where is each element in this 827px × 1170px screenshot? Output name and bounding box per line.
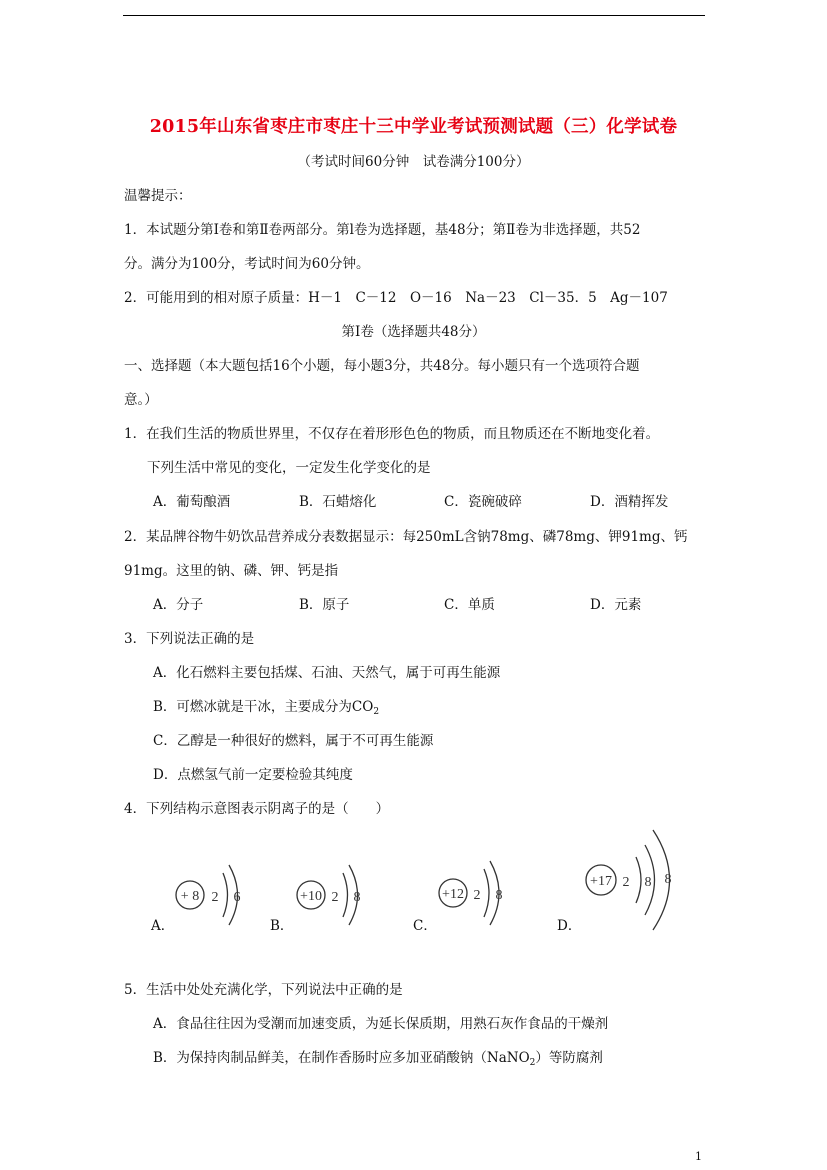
notice-heading: 温馨提示： [124,188,192,204]
q4-option-b: B． [270,918,294,934]
top-rule [123,15,705,16]
notice-item1-line1: 1．本试题分第Ⅰ卷和第Ⅱ卷两部分。第l卷为选择题，基48分；第Ⅱ卷为非选择题，共52 [124,222,641,238]
exam-title: 2015年山东省枣庄市枣庄十三中学业考试预测试题（三）化学试卷 [149,117,678,137]
notice-item2: 2．可能用到的相对原子质量：H－1 C－12 O－16 Na－23 Cl－35．5 Ag－107 [124,290,668,306]
diagram-d-shell3-count: 8 [664,872,672,887]
q2-option-d: D．元素 [590,597,642,613]
diagram-c-shell1-count: 2 [473,888,481,903]
q1-option-c: C．瓷碗破碎 [444,494,522,510]
diagram-c-shell2-count: 8 [495,888,503,903]
diagram-d-shell2-count: 8 [644,875,652,890]
q5-option-a: A．食品往往因为受潮而加速变质，为延长保质期，用熟石灰作食品的干燥剂 [153,1016,609,1032]
q4-option-c: C． [413,918,437,934]
diagram-c-shell-1 [484,869,489,917]
q1-option-d: D．酒精挥发 [590,494,669,510]
section1-instruction-line2: 意。） [124,392,158,408]
diagram-b-shell2-count: 8 [353,890,361,905]
q2-option-c: C．单质 [444,597,495,613]
diagram-a-shell2-count: 6 [233,890,241,905]
q3-option-c: C．乙醇是一种很好的燃料，属于不可再生能源 [153,733,434,749]
q1-option-a: A．葡萄酿酒 [153,494,231,510]
q4-option-d: D． [557,918,582,934]
q4-stem: 4．下列结构示意图表示阴离子的是（ ） [124,801,390,817]
diagram-a-shell-1 [223,873,228,917]
page-number: 1 [695,1150,702,1163]
diagram-d-shell-1 [636,857,641,903]
q2-option-b: B．原子 [299,597,350,613]
q3-option-a: A．化石燃料主要包括煤、石油、天然气，属于可再生能源 [153,665,501,681]
q1-stem-line1: 1．在我们生活的物质世界里，不仅存在着形形色色的物质，而且物质还在不断地变化着。 [124,426,660,442]
diagram-b-shell1-count: 2 [331,890,339,905]
q5-stem: 5．生活中处处充满化学，下列说法中正确的是 [124,982,403,998]
q1-option-b: B．石蜡熔化 [299,494,377,510]
q5-option-b-tail: ）等防腐剂 [535,1050,603,1066]
q2-option-a: A．分子 [153,597,204,613]
q5-option-b-subscript: 2 [529,1058,536,1068]
q2-stem-line1: 2．某品牌谷物牛奶饮品营养成分表数据显示：每250mL含钠78mg、磷78mg、钾91mg、钙 [124,529,688,545]
q4-option-a: A． [151,918,175,934]
q2-stem-line2: 91mg。这里的钠、磷、钾、钙是指 [124,563,339,579]
diagram-c-nucleus: +12 [442,887,464,902]
diagram-d-nucleus: +17 [590,874,612,889]
q1-stem-line2: 下列生活中常见的变化，一定发生化学变化的是 [147,460,431,476]
q3-option-b-subscript: 2 [373,707,380,717]
q5-option-b-text: B．为保持肉制品鲜美，在制作香肠时应多加亚硝酸钠（NaNO [153,1050,530,1066]
section1-title: 第Ⅰ卷（选择题共48分） [341,324,486,340]
q3-stem: 3．下列说法正确的是 [124,631,255,647]
q3-option-b-text: B．可燃冰就是干冰，主要成分为CO [153,699,374,715]
q3-option-d: D．点燃氢气前一定要检验其纯度 [153,767,353,783]
q5-option-b [153,1049,603,1067]
diagram-d-shell1-count: 2 [622,875,630,890]
section1-instruction-line1: 一、选择题（本大题包括16个小题，每小题3分，共48分。每小题只有一个选项符合题 [124,358,640,374]
diagram-b-shell-1 [343,873,348,917]
notice-item1-line2: 分。满分为100分，考试时间为60分钟。 [124,256,370,272]
q3-option-b [153,698,379,716]
exam-subtitle: （考试时间60分钟 试卷满分100分） [297,154,530,170]
diagram-a-shell1-count: 2 [211,890,219,905]
diagram-b-nucleus: +10 [300,889,322,904]
diagram-a-nucleus: + 8 [180,889,200,904]
